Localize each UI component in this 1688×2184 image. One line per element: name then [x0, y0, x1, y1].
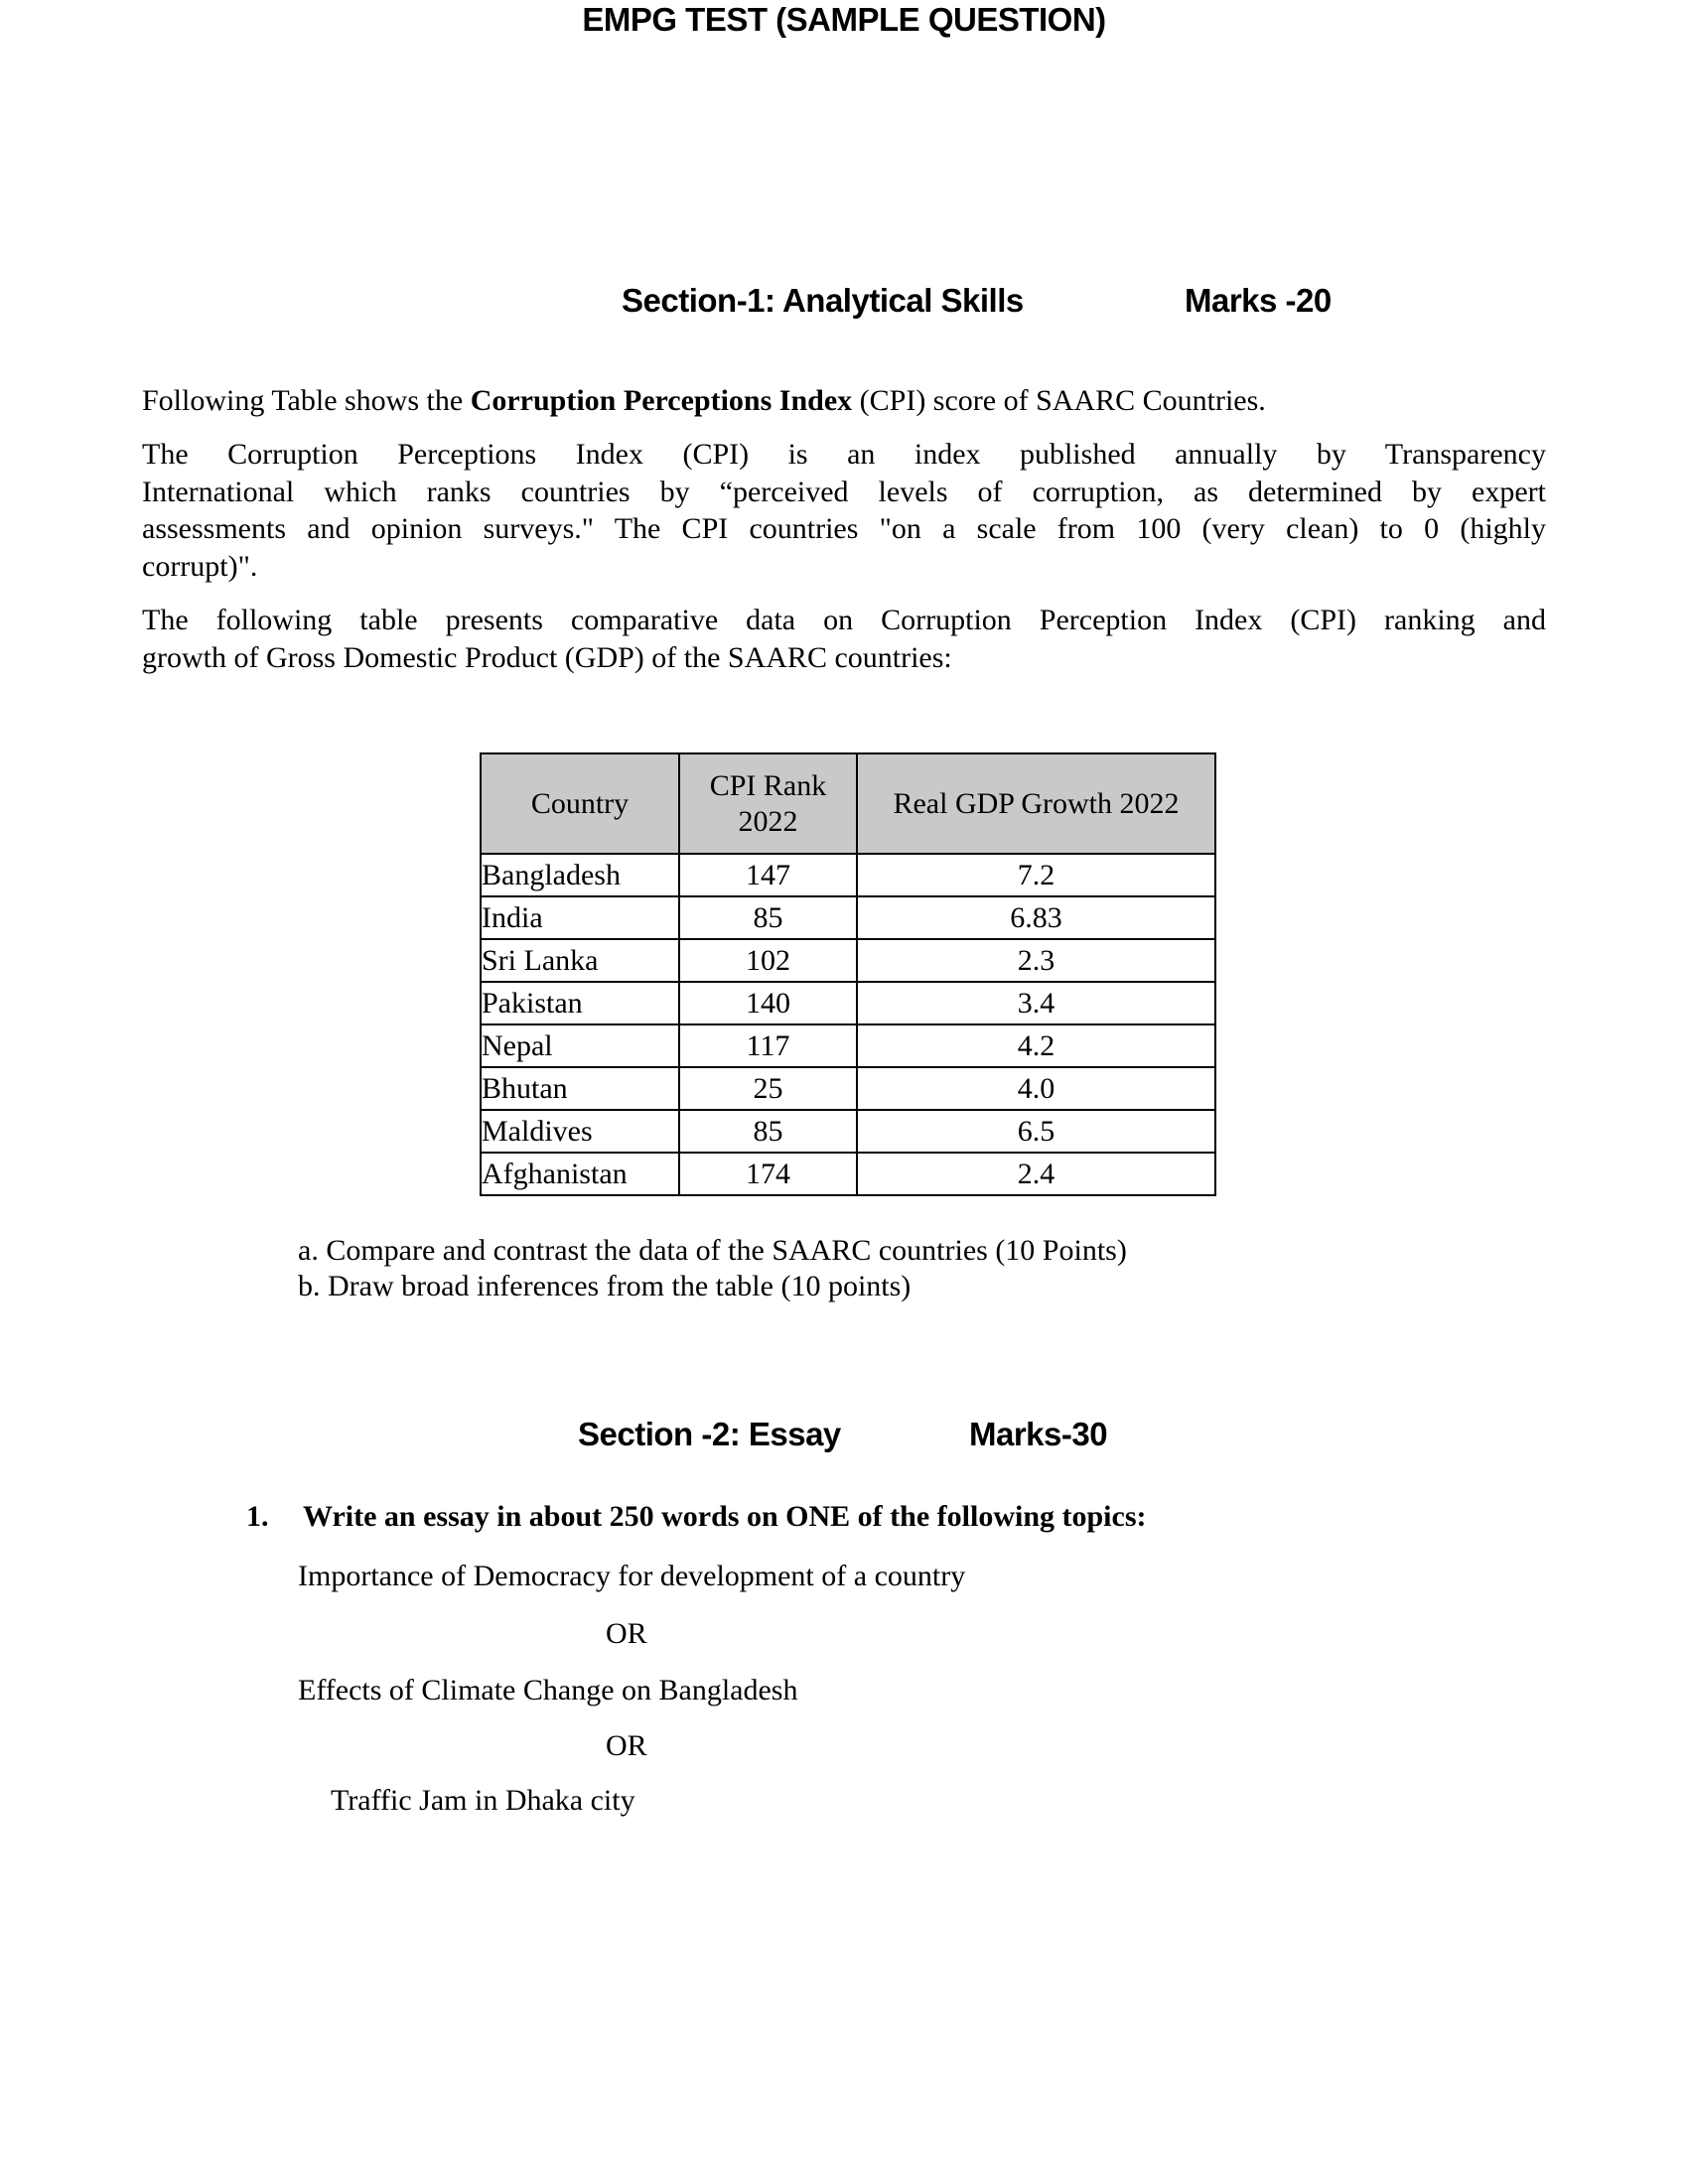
- intro-paragraph-3: [142, 602, 1546, 676]
- cell-gdp-growth: 7.2: [857, 854, 1215, 896]
- table-header-cpi-rank: CPI Rank 2022: [679, 753, 857, 854]
- section1-heading: Section-1: Analytical Skills: [622, 282, 1024, 319]
- section1-marks: Marks -20: [1185, 282, 1332, 319]
- essay-or-separator-2: OR: [606, 1729, 647, 1762]
- table-row: [481, 1067, 1215, 1110]
- cell-country: Sri Lanka: [481, 939, 679, 982]
- question-list: [298, 1233, 1127, 1304]
- cell-cpi-rank: 174: [679, 1153, 857, 1195]
- cell-gdp-growth: 2.3: [857, 939, 1215, 982]
- intro-paragraph-1: [142, 382, 1546, 420]
- cell-country: Maldives: [481, 1110, 679, 1153]
- cell-country: Afghanistan: [481, 1153, 679, 1195]
- essay-or-separator-1: OR: [606, 1617, 647, 1650]
- cell-gdp-growth: 2.4: [857, 1153, 1215, 1195]
- cell-country: Bangladesh: [481, 854, 679, 896]
- document-title: EMPG TEST (SAMPLE QUESTION): [582, 1, 1106, 38]
- intro-paragraph-2: [142, 436, 1546, 585]
- essay-topic-3: Traffic Jam in Dhaka city: [331, 1784, 635, 1817]
- cell-gdp-growth: 4.0: [857, 1067, 1215, 1110]
- cell-gdp-growth: 3.4: [857, 982, 1215, 1024]
- intro-p1-prefix: Following Table shows the: [142, 384, 471, 417]
- intro-p2-line3: assessments and opinion surveys." The CPI countries "on a scale from 100 (very clean) to 0 (highly: [142, 512, 1546, 545]
- cell-cpi-rank: 140: [679, 982, 857, 1024]
- intro-p2-line1: The Corruption Perceptions Index (CPI) is an index published annually by Transparency: [142, 438, 1546, 471]
- cell-gdp-growth: 4.2: [857, 1024, 1215, 1067]
- cpi-gdp-table: [480, 752, 1216, 1196]
- section2-marks: Marks-30: [969, 1416, 1108, 1452]
- cell-cpi-rank: 85: [679, 896, 857, 939]
- intro-p2-line4: corrupt)".: [142, 549, 258, 583]
- table-header-country: Country: [481, 753, 679, 854]
- table-row: [481, 1024, 1215, 1067]
- intro-p3-line1: The following table presents comparative data on Corruption Perception Index (CPI) ranking and: [142, 604, 1546, 636]
- cell-cpi-rank: 102: [679, 939, 857, 982]
- cell-gdp-growth: 6.5: [857, 1110, 1215, 1153]
- table-row: [481, 939, 1215, 982]
- intro-p3-line2: growth of Gross Domestic Product (GDP) of the SAARC countries:: [142, 640, 952, 674]
- cell-cpi-rank: 25: [679, 1067, 857, 1110]
- essay-item-number: 1.: [246, 1500, 269, 1533]
- intro-p2-line2: International which ranks countries by “perceived levels of corruption, as determined by expert: [142, 475, 1546, 508]
- cell-country: Nepal: [481, 1024, 679, 1067]
- cell-cpi-rank: 85: [679, 1110, 857, 1153]
- table-row: [481, 896, 1215, 939]
- question-a: a. Compare and contrast the data of the SAARC countries (10 Points): [298, 1234, 1127, 1267]
- cell-cpi-rank: 147: [679, 854, 857, 896]
- table-header-gdp-growth: Real GDP Growth 2022: [857, 753, 1215, 854]
- cell-country: India: [481, 896, 679, 939]
- table-row: [481, 854, 1215, 896]
- intro-p1-suffix: (CPI) score of SAARC Countries.: [852, 384, 1266, 417]
- cell-country: Pakistan: [481, 982, 679, 1024]
- essay-topic-1: Importance of Democracy for development of a country: [298, 1560, 966, 1592]
- table-row: [481, 982, 1215, 1024]
- table-row: [481, 1153, 1215, 1195]
- essay-topic-2: Effects of Climate Change on Bangladesh: [298, 1674, 798, 1706]
- table-row: [481, 1110, 1215, 1153]
- cell-gdp-growth: 6.83: [857, 896, 1215, 939]
- section2-heading: Section -2: Essay: [578, 1416, 841, 1452]
- intro-p1-bold-phrase: Corruption Perceptions Index: [470, 384, 853, 417]
- cell-country: Bhutan: [481, 1067, 679, 1110]
- question-b: b. Draw broad inferences from the table (10 points): [298, 1270, 912, 1302]
- cell-cpi-rank: 117: [679, 1024, 857, 1067]
- essay-instruction: Write an essay in about 250 words on ONE of the following topics:: [303, 1500, 1147, 1533]
- essay-instruction-line: [246, 1498, 1147, 1536]
- table-header-row: [481, 753, 1215, 854]
